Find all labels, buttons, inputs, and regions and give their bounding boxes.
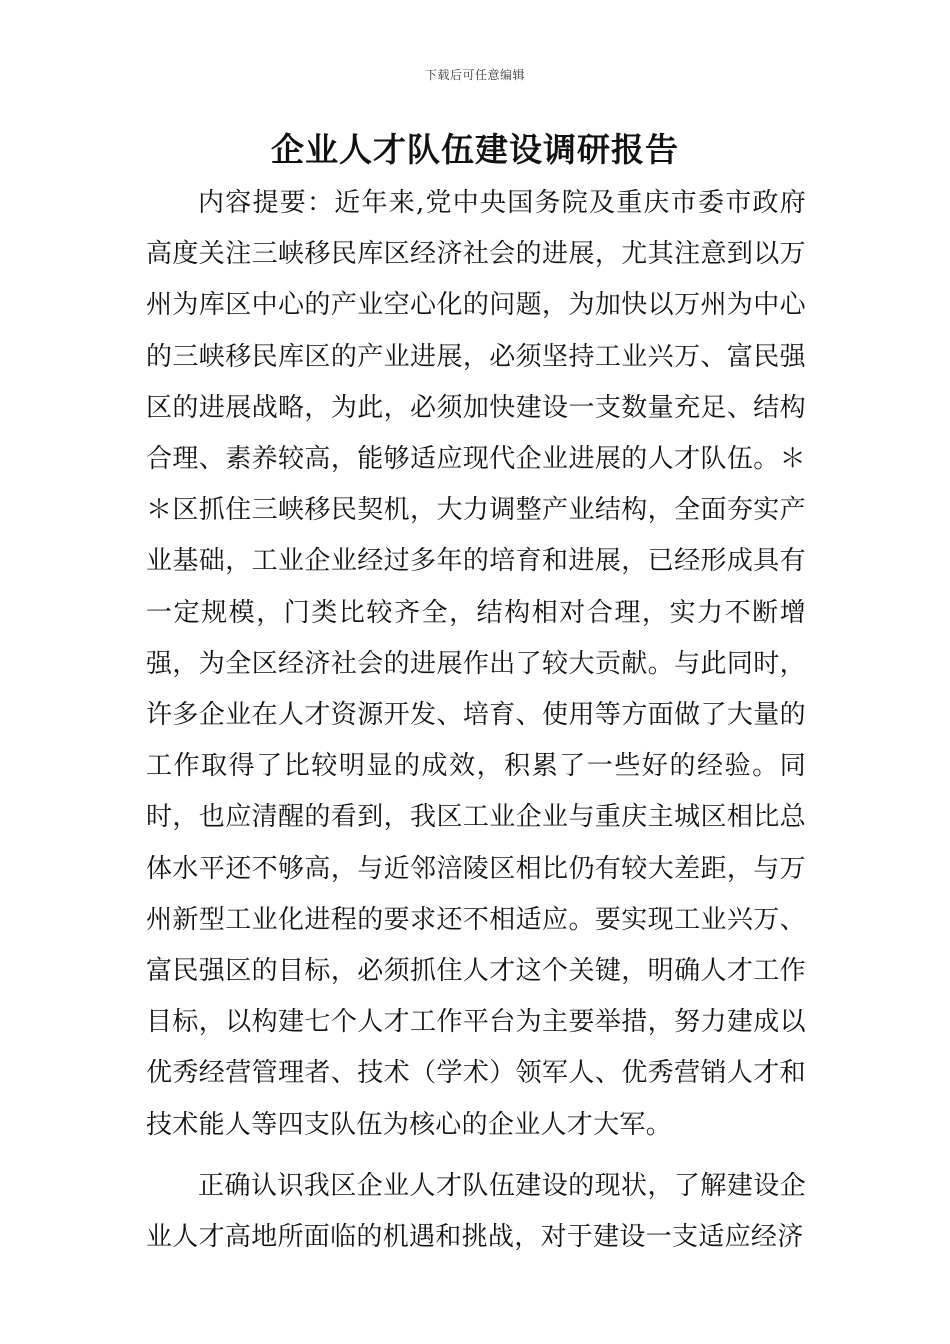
document-body [146,178,806,1263]
header-note: 下载后可任意编辑 [424,68,525,82]
paragraph-current-status: 正确认识我区企业人才队伍建设的现状，了解建设企业人才高地所面临的机遇和挑战，对于建设一支适应经济 [146,1170,806,1253]
paragraph-summary: 内容提要：近年来,党中央国务院及重庆市委市政府高度关注三峡移民库区经济社会的进展，尤其注意到以万州为库区中心的产业空心化的问题，为加快以万州为中心的三峡移民库区的产业进展，必须坚持工业兴万、富民强区的进展战略，为此，必须加快建设一支数量充足、结构合理、素养较高，能够适应现代企业进展的人才队伍。＊＊区抓住三峡移民契机，大力调整产业结构，全面夯实产业基础，工业企业经过多年的培育和进展，已经形成具有一定规模，门类比较齐全，结构相对合理，实力不断增强，为全区经济社会的进展作出了较大贡献。与此同时，许多企业在人才资源开发、培育、使用等方面做了大量的工作取得了比较明显的成效，积累了一些好的经验。同时，也应清醒的看到，我区工业企业与重庆主城区相比总体水平还不够高，与近邻涪陵区相比仍有较大差距，与万州新型工业化进程的要求还不相适应。要实现工业兴万、富民强区的目标，必须抓住人才这个关键，明确人才工作目标，以构建七个人才工作平台为主要举措，努力建成以优秀经营管理者、技术（学术）领军人、优秀营销人才和技术能人等四支队伍为核心的企业人才大军。 [146,188,806,1140]
document-title: 企业人才队伍建设调研报告 [271,130,679,169]
